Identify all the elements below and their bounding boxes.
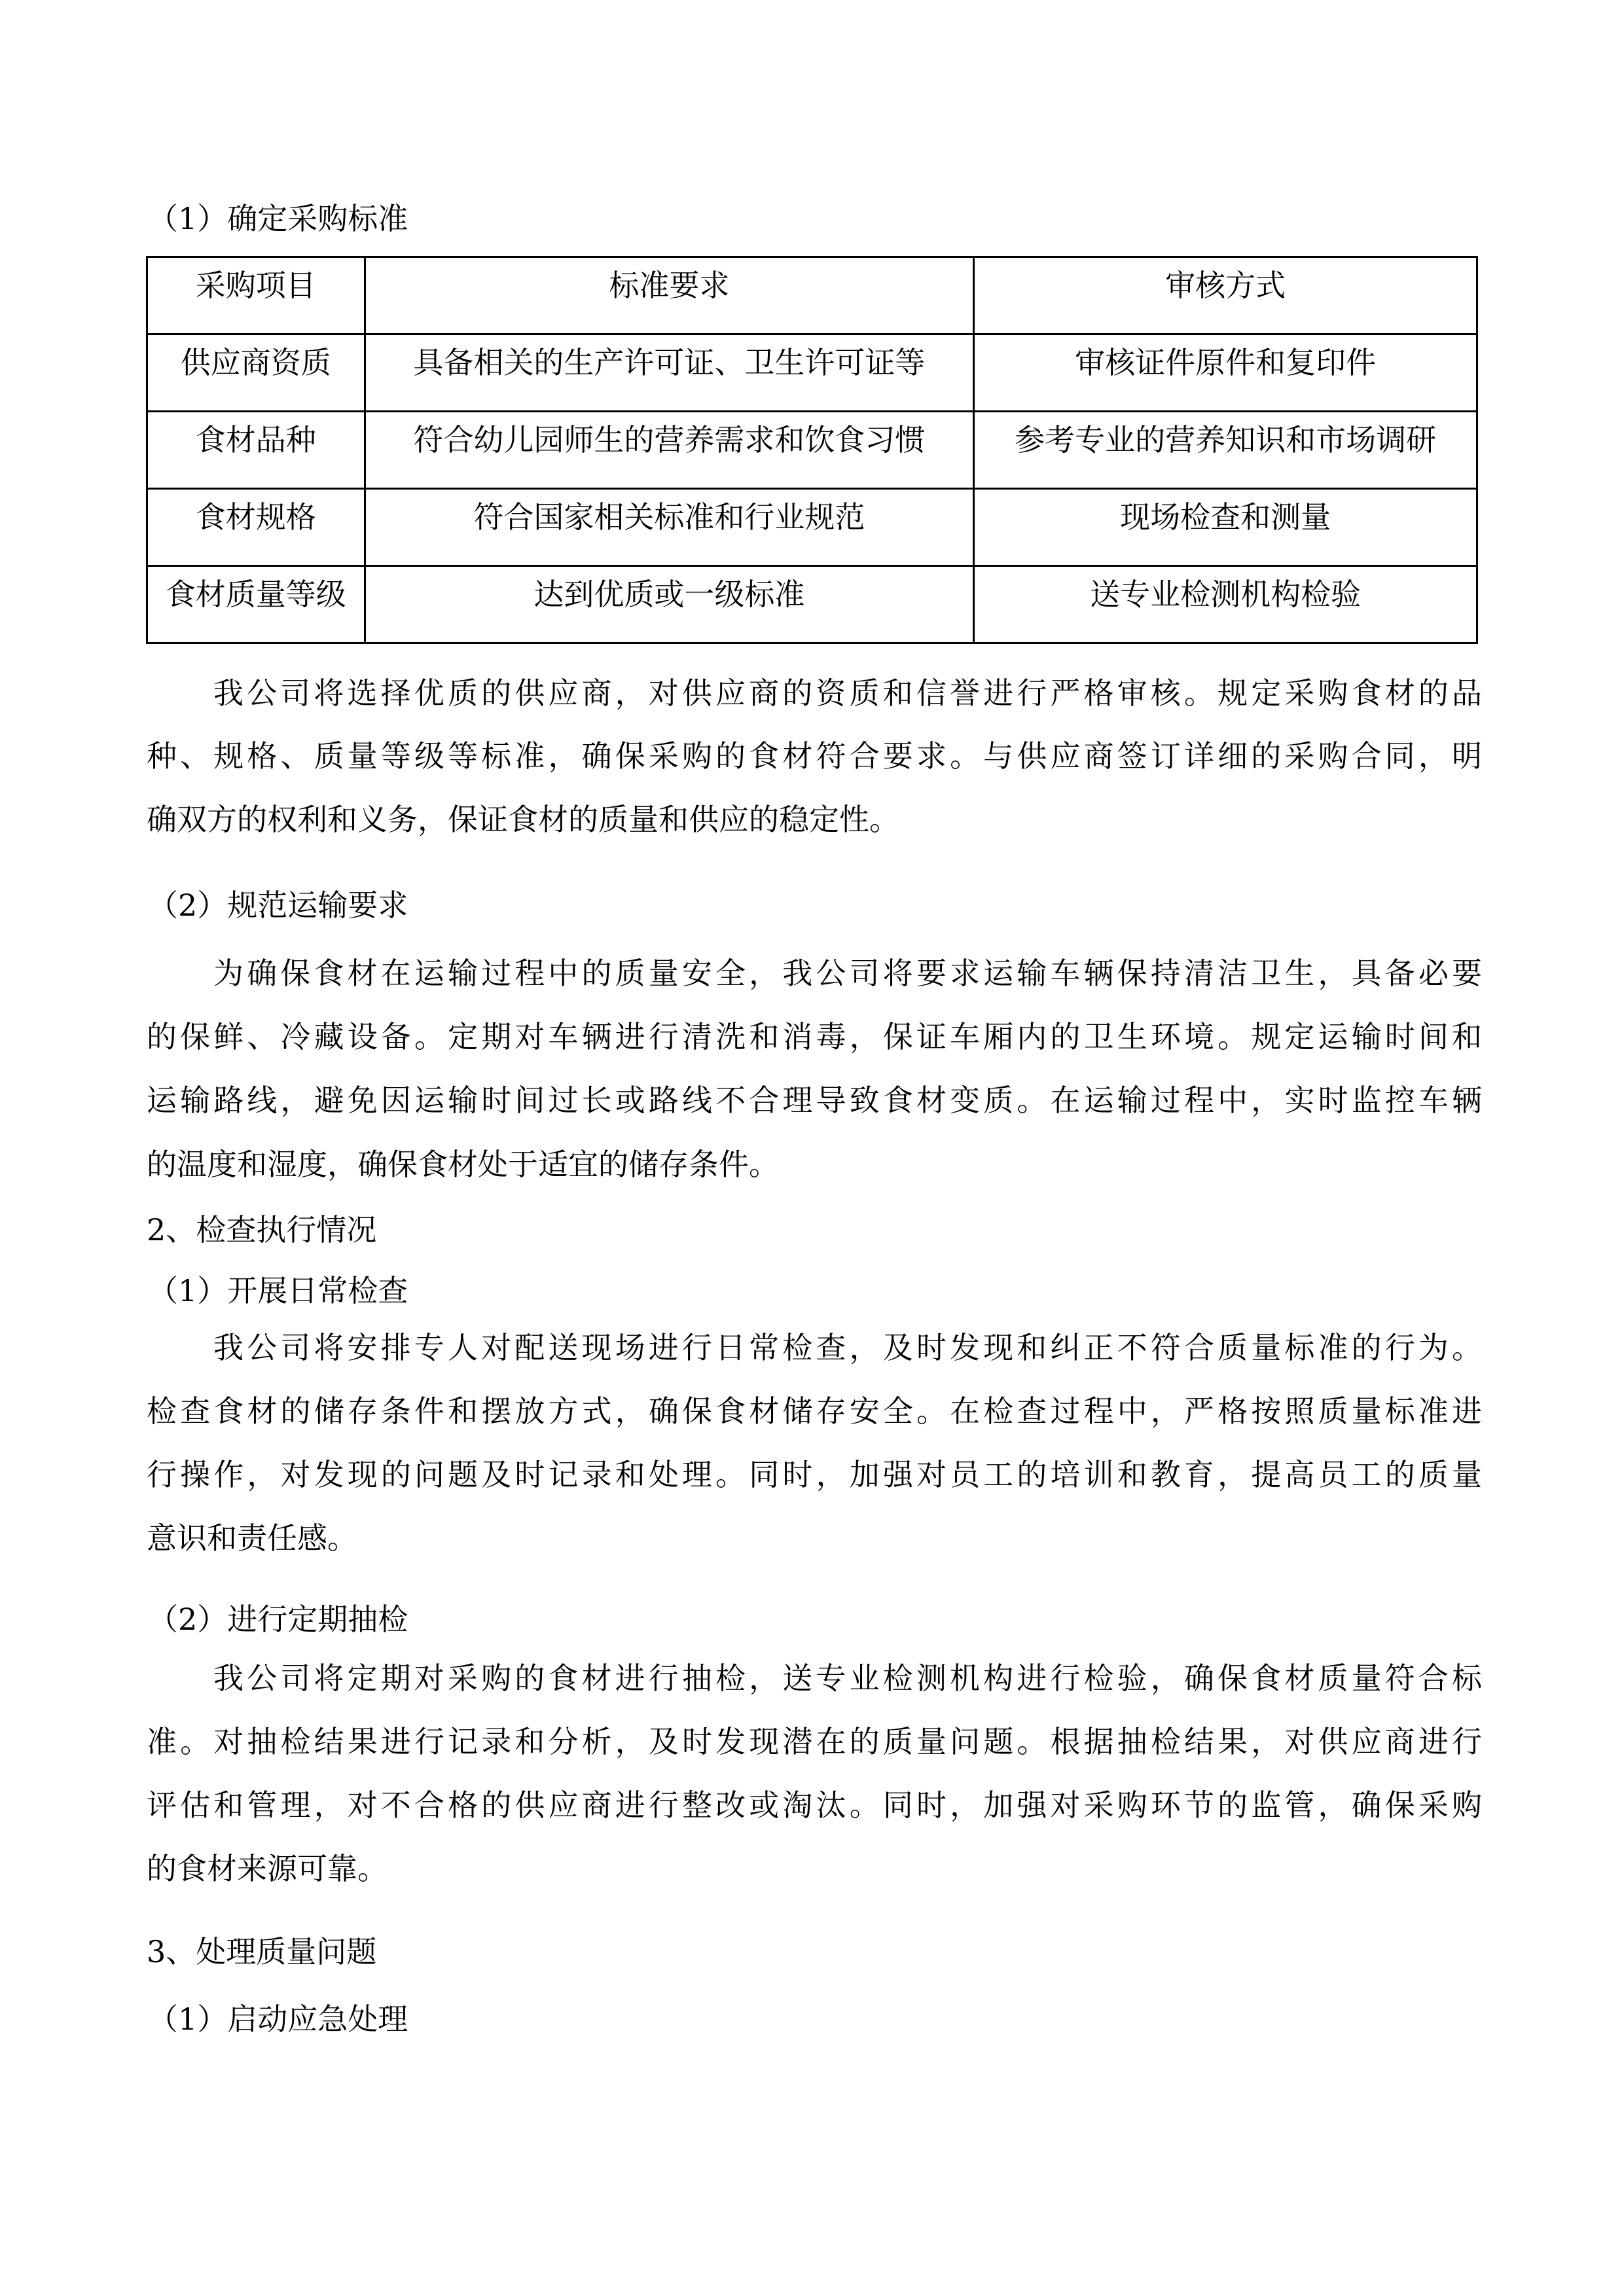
- paragraph-line: 为确保食材在运输过程中的质量安全，我公司将要求运输车辆保持清洁卫生，具备必要: [213, 956, 1482, 991]
- table-cell: 食材规格: [147, 489, 365, 566]
- section-heading-inspection: 2、检查执行情况: [147, 1212, 377, 1247]
- table-cell: 食材质量等级: [147, 566, 365, 643]
- paragraph-line: 的食材来源可靠。: [147, 1851, 388, 1886]
- paragraph-line: 的保鲜、冷藏设备。定期对车辆进行清洗和消毒，保证车厢内的卫生环境。规定运输时间和: [147, 1019, 1482, 1054]
- purchase-standard-table: [146, 256, 1478, 644]
- subheading-daily-inspection: （1）开展日常检查: [148, 1273, 408, 1308]
- table-header-cell: 审核方式: [974, 257, 1477, 334]
- table-header-row: [147, 257, 1477, 334]
- section-heading-quality-issues: 3、处理质量问题: [147, 1934, 377, 1969]
- table-cell: 参考专业的营养知识和市场调研: [974, 412, 1477, 489]
- table-cell: 送专业检测机构检验: [974, 566, 1477, 643]
- table-cell: 审核证件原件和复印件: [974, 334, 1477, 412]
- table-row: [147, 566, 1477, 643]
- table-cell: 达到优质或一级标准: [365, 566, 974, 643]
- table-header-cell: 标准要求: [365, 257, 974, 334]
- subheading-transport-requirements: （2）规范运输要求: [148, 888, 408, 923]
- paragraph-line: 评估和管理，对不合格的供应商进行整改或淘汰。同时，加强对采购环节的监管，确保采购: [147, 1787, 1482, 1823]
- paragraph-line: 准。对抽检结果进行记录和分析，及时发现潜在的质量问题。根据抽检结果，对供应商进行: [147, 1724, 1482, 1759]
- table-cell: 食材品种: [147, 412, 365, 489]
- table-header-cell: 采购项目: [147, 257, 365, 334]
- table-cell: 符合幼儿园师生的营养需求和饮食习惯: [365, 412, 974, 489]
- paragraph-line: 我公司将安排专人对配送现场进行日常检查，及时发现和纠正不符合质量标准的行为。: [213, 1330, 1482, 1365]
- table-cell: 具备相关的生产许可证、卫生许可证等: [365, 334, 974, 412]
- paragraph-line: 种、规格、质量等级等标准，确保采购的食材符合要求。与供应商签订详细的采购合同，明: [147, 738, 1482, 774]
- table-cell: 供应商资质: [147, 334, 365, 412]
- subheading-periodic-sampling: （2）进行定期抽检: [148, 1602, 408, 1637]
- table-row: [147, 489, 1477, 566]
- paragraph-line: 行操作，对发现的问题及时记录和处理。同时，加强对员工的培训和教育，提高员工的质量: [147, 1457, 1482, 1492]
- paragraph-line: 的温度和湿度，确保食材处于适宜的储存条件。: [147, 1147, 779, 1182]
- paragraph-line: 意识和责任感。: [147, 1520, 357, 1556]
- paragraph-line: 我公司将定期对采购的食材进行抽检，送专业检测机构进行检验，确保食材质量符合标: [213, 1660, 1482, 1696]
- table-row: [147, 334, 1477, 412]
- subheading-emergency-handling: （1）启动应急处理: [148, 2001, 408, 2037]
- table-row: [147, 412, 1477, 489]
- subheading-determine-purchase-standard: （1）确定采购标准: [148, 201, 408, 236]
- paragraph-line: 运输路线，避免因运输时间过长或路线不合理导致食材变质。在运输过程中，实时监控车辆: [147, 1083, 1482, 1118]
- paragraph-line: 确双方的权利和义务，保证食材的质量和供应的稳定性。: [147, 802, 899, 837]
- paragraph-line: 检查食材的储存条件和摆放方式，确保食材储存安全。在检查过程中，严格按照质量标准进: [147, 1393, 1482, 1429]
- table-cell: 现场检查和测量: [974, 489, 1477, 566]
- paragraph-line: 我公司将选择优质的供应商，对供应商的资质和信誉进行严格审核。规定采购食材的品: [213, 675, 1482, 711]
- table-cell: 符合国家相关标准和行业规范: [365, 489, 974, 566]
